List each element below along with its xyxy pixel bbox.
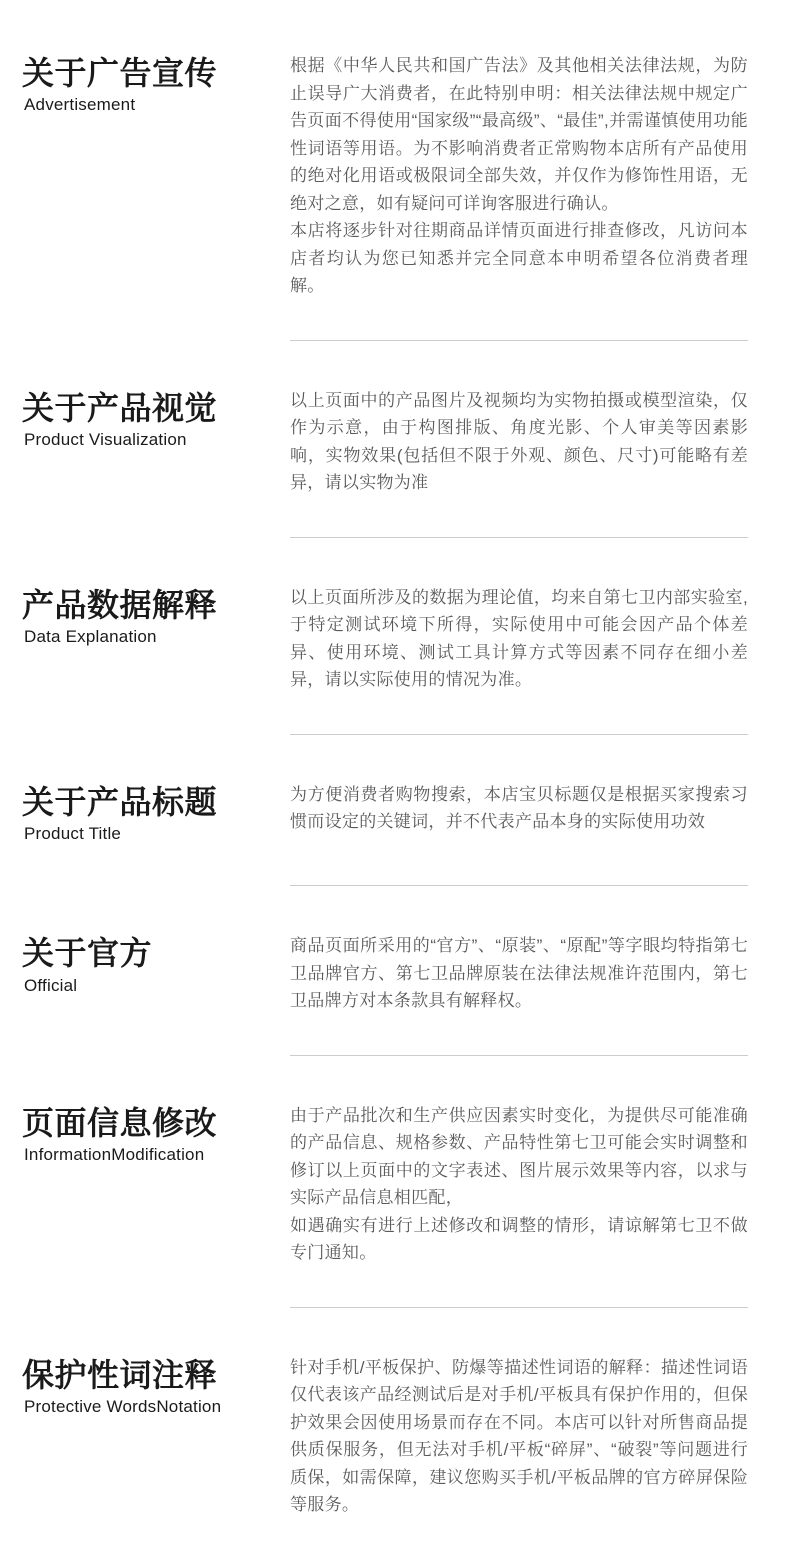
section-body bbox=[290, 932, 748, 1015]
section-row bbox=[22, 52, 748, 300]
section-divider bbox=[290, 537, 748, 538]
section-title-zh: 关于广告宣传 bbox=[22, 55, 218, 91]
section-title-zh: 产品数据解释 bbox=[22, 586, 218, 623]
disclaimer-section bbox=[22, 781, 748, 887]
section-title-zh: 关于产品标题 bbox=[22, 783, 218, 820]
body-paragraph: 为方便消费者购物搜索，本店宝贝标题仅是根据买家搜索习惯而设定的关键词，并不代表产品本身的实际使用功效 bbox=[290, 784, 748, 831]
section-title-zh: 页面信息修改 bbox=[22, 1104, 218, 1141]
body-paragraph: 以上页面中的产品图片及视频均为实物拍摄或模型渲染，仅作为示意，由于构图排版、角度光影、个人审美等因素影响，实物效果(包括但不限于外观、颜色、尺寸)可能略有差异，请以实物为准 bbox=[290, 390, 748, 492]
disclaimer-section bbox=[22, 932, 748, 1056]
section-heading bbox=[22, 584, 290, 649]
body-paragraph: 由于产品批次和生产供应因素实时变化，为提供尽可能准确的产品信息、规格参数、产品特性第七卫可能会实时调整和修订以上页面中的文字表述、图片展示效果等内容，以求与实际产品信息相匹配， bbox=[290, 1105, 748, 1208]
section-title-zh: 关于官方 bbox=[22, 935, 153, 972]
body-paragraph: 如遇确实有进行上述修改和调整的情形，请谅解第七卫不做专门通知。 bbox=[290, 1215, 748, 1263]
section-divider bbox=[290, 340, 748, 341]
body-paragraph: 本店将逐步针对往期商品详情页面进行排查修改，凡访问本店者均认为您已知悉并完全同意本申明希望各位消费者理解。 bbox=[290, 221, 748, 295]
section-title-zh: 保护性词注释 bbox=[22, 1356, 218, 1393]
section-divider bbox=[290, 1055, 748, 1056]
section-heading bbox=[22, 1354, 290, 1419]
disclaimer-section bbox=[22, 1102, 748, 1308]
section-body bbox=[290, 781, 748, 836]
disclaimer-section bbox=[22, 584, 748, 735]
section-row bbox=[22, 932, 748, 1015]
section-divider bbox=[290, 734, 748, 735]
section-row bbox=[22, 387, 748, 497]
section-divider bbox=[290, 885, 748, 886]
section-title-en: InformationModification bbox=[24, 1145, 205, 1164]
section-heading bbox=[22, 1102, 290, 1167]
section-heading bbox=[22, 932, 290, 997]
section-divider bbox=[290, 1307, 748, 1308]
section-title-en: Product Visualization bbox=[24, 429, 187, 449]
section-title-zh: 关于产品视觉 bbox=[22, 389, 218, 426]
body-paragraph: 针对手机/平板保护、防爆等描述性词语的解释：描述性词语仅代表该产品经测试后是对手机/平板具有保护作用的，但保护效果会因使用场景而存在不同。本店可以针对所售商品提供质保服务，但无法对手机/平板“碎屏”、“破裂”等问题进行质保，如需保障，建议您购买手机/平板品牌的官方碎屏保险等服务。 bbox=[290, 1357, 748, 1515]
section-title-en: Product Title bbox=[24, 823, 122, 843]
disclaimer-section bbox=[22, 52, 748, 341]
section-title-en: Official bbox=[24, 975, 78, 995]
disclaimer-section bbox=[22, 1354, 748, 1519]
section-row bbox=[22, 781, 748, 846]
section-heading bbox=[22, 781, 290, 846]
body-paragraph: 以上页面所涉及的数据为理论值，均来自第七卫内部实验室,于特定测试环境下所得，实际使用中可能会因产品个体差异、使用环境、测试工具计算方式等因素不同存在细小差异，请以实际使用的情况为准。 bbox=[290, 587, 748, 689]
disclaimer-section bbox=[22, 387, 748, 538]
section-body bbox=[290, 1102, 748, 1267]
body-paragraph: 商品页面所采用的“官方”、“原装”、“原配”等字眼均特指第七卫品牌官方、第七卫品牌原装在法律法规准许范围内，第七卫品牌方对本条款具有解释权。 bbox=[290, 936, 748, 1011]
section-row bbox=[22, 1102, 748, 1267]
section-title-en: Protective WordsNotation bbox=[24, 1397, 222, 1416]
section-row bbox=[22, 1354, 748, 1519]
section-title-en: Data Explanation bbox=[24, 626, 157, 646]
section-body bbox=[290, 52, 748, 300]
section-row bbox=[22, 584, 748, 694]
section-body bbox=[290, 584, 748, 694]
section-title-en: Advertisement bbox=[24, 95, 136, 115]
body-paragraph: 根据《中华人民共和国广告法》及其他相关法律法规，为防止误导广大消费者，在此特别申明：相关法律法规中规定广告页面不得使用“国家级”“最高级”、“最佳”,并需谨慎使用功能性词语等用语。为不影响消费者正常购物本店所有产品使用的绝对化用语或极限词全部失效，并仅作为修饰性用语，无绝对之意，如有疑问可详询客服进行确认。 bbox=[290, 56, 748, 213]
section-heading bbox=[22, 387, 290, 452]
section-heading bbox=[22, 52, 290, 117]
section-body bbox=[290, 387, 748, 497]
section-body bbox=[290, 1354, 748, 1519]
